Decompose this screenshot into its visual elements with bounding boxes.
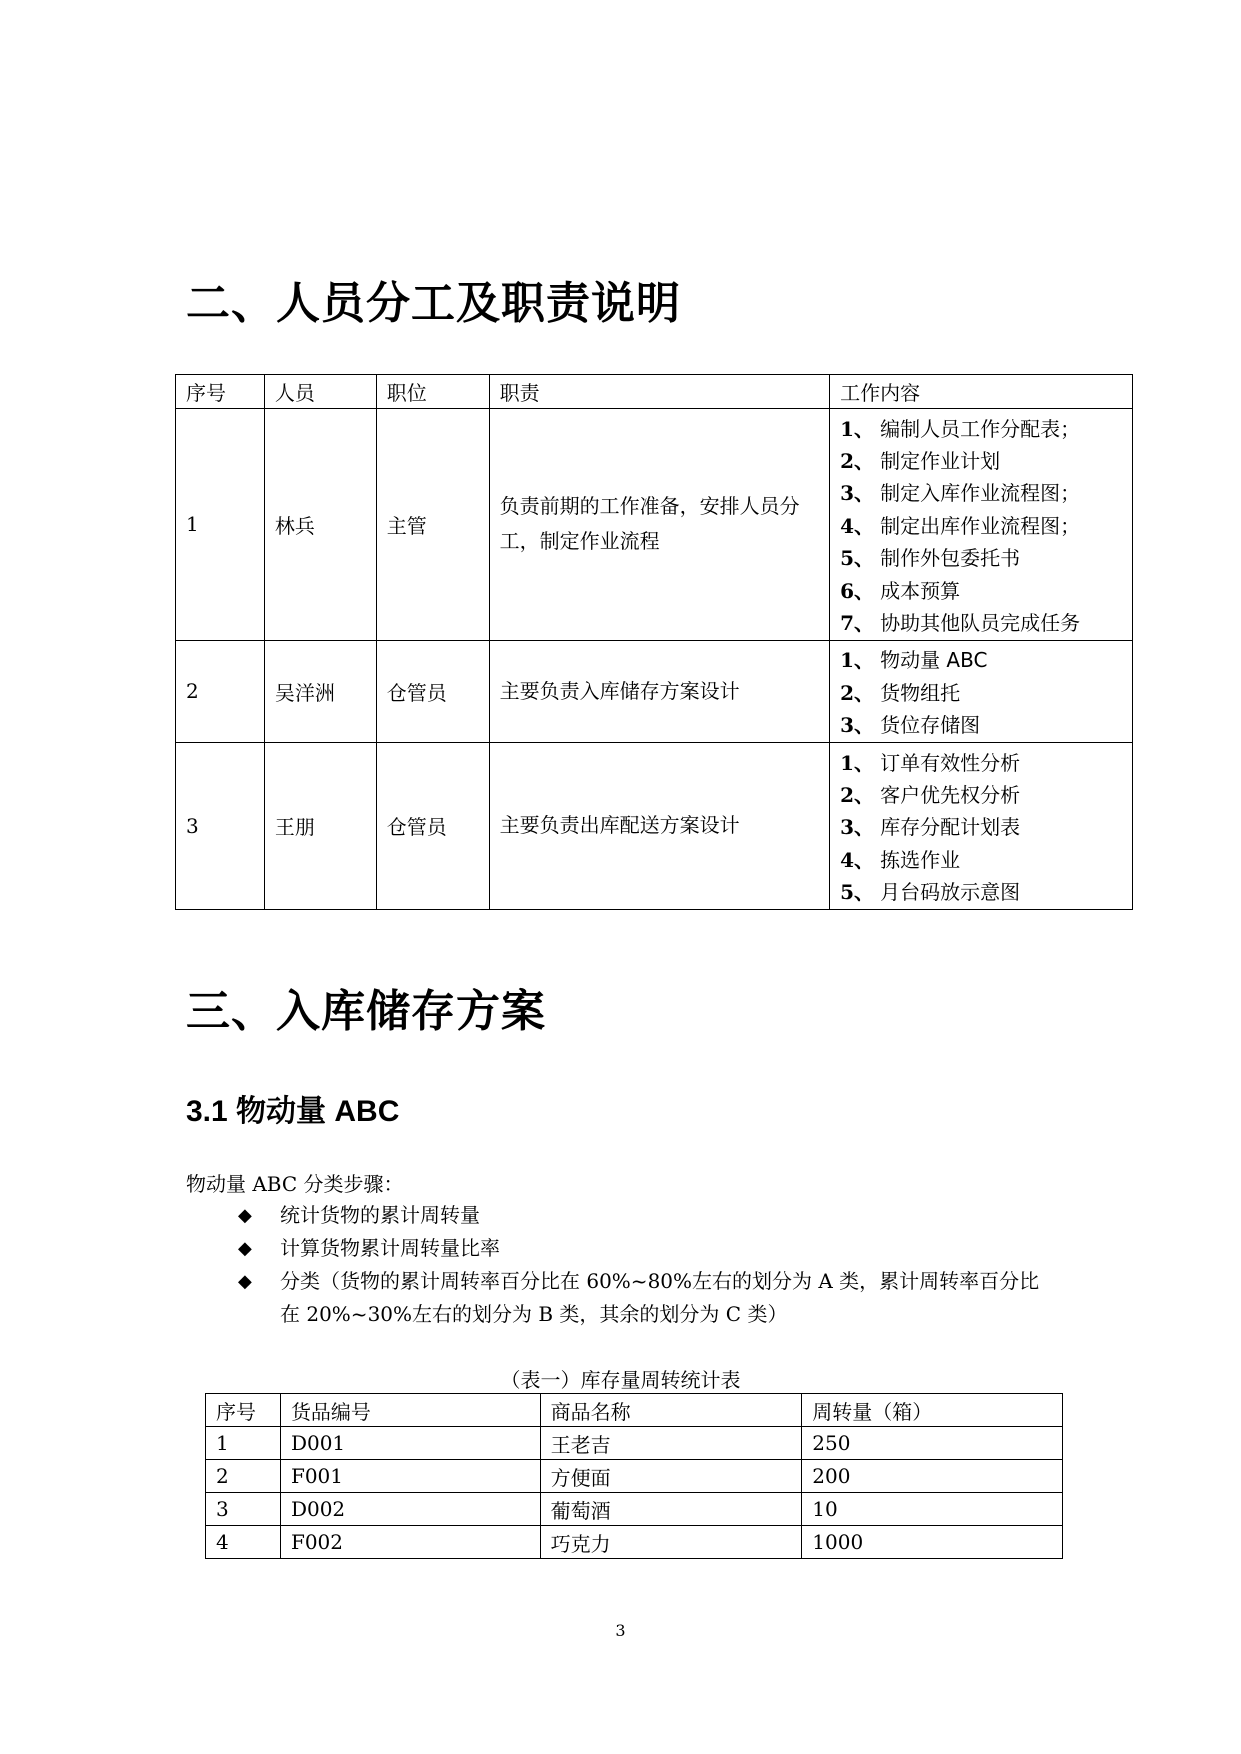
section3-subtitle: 3.1 物动量 ABC — [186, 1095, 400, 1128]
person-cell: 林兵 — [264, 409, 376, 641]
table-header-row — [176, 375, 1133, 409]
work-item-number: 1、 — [840, 648, 874, 673]
list-item — [238, 1232, 1058, 1265]
work-item-number: 4、 — [840, 847, 874, 872]
list-item — [238, 1199, 1058, 1232]
table-row — [176, 640, 1133, 742]
work-item-text: 编制人员工作分配表； — [880, 416, 1081, 441]
abc-intro-text: 物动量 ABC 分类步骤： — [186, 1172, 404, 1196]
col-header-position: 职位 — [376, 375, 489, 409]
work-item-text: 订单有效性分析 — [880, 750, 1021, 775]
work-item-text: 月台码放示意图 — [880, 880, 1021, 905]
list-item-text: 计算货物累计周转量比率 — [280, 1236, 500, 1260]
work-item-text: 客户优先权分析 — [880, 782, 1021, 807]
table-row — [206, 1427, 1063, 1460]
work-item-number: 6、 — [840, 578, 874, 603]
table-row — [206, 1460, 1063, 1493]
list-item — [238, 1265, 1058, 1331]
row-number-cell: 3 — [176, 742, 265, 909]
row-number-cell: 2 — [206, 1460, 281, 1493]
work-item — [840, 745, 1122, 777]
col-header-work: 工作内容 — [830, 375, 1133, 409]
item-code-cell: F002 — [280, 1526, 540, 1559]
person-cell: 吴洋洲 — [264, 640, 376, 742]
work-item — [840, 476, 1122, 508]
work-item — [840, 643, 1122, 675]
section3-title: 三、入库储存方案 — [186, 986, 546, 1037]
position-cell: 主管 — [376, 409, 489, 641]
work-item — [840, 541, 1122, 573]
work-item — [840, 411, 1122, 443]
table-row — [206, 1493, 1063, 1526]
turnover-cell: 200 — [802, 1460, 1063, 1493]
product-name-cell: 方便面 — [540, 1460, 802, 1493]
work-item — [840, 842, 1122, 874]
section2-title: 二、人员分工及职责说明 — [186, 278, 681, 329]
turnover-cell: 1000 — [802, 1526, 1063, 1559]
work-item-text: 制定入库作业流程图； — [880, 481, 1081, 506]
item-code-cell: D002 — [280, 1493, 540, 1526]
work-item — [840, 443, 1122, 475]
row-number-cell: 2 — [176, 640, 265, 742]
work-content-cell — [830, 742, 1133, 909]
row-number-cell: 1 — [176, 409, 265, 641]
work-item — [840, 675, 1122, 707]
work-item-number: 2、 — [840, 449, 874, 474]
row-number-cell: 1 — [206, 1427, 281, 1460]
work-item-text: 货物组托 — [880, 680, 961, 705]
table-header-row — [206, 1394, 1063, 1427]
work-item-text: 制作外包委托书 — [880, 546, 1021, 571]
work-item — [840, 605, 1122, 637]
row-number-cell: 4 — [206, 1526, 281, 1559]
work-item-number: 4、 — [840, 513, 874, 538]
diamond-bullet-icon: ◆ — [238, 1271, 252, 1292]
col-header-turnover: 周转量（箱） — [802, 1394, 1063, 1427]
work-item-text: 制定作业计划 — [880, 449, 1001, 474]
work-item-text: 拣选作业 — [880, 847, 961, 872]
work-item-number: 5、 — [840, 880, 874, 905]
work-item-number: 7、 — [840, 611, 874, 636]
table-row — [176, 742, 1133, 909]
table-caption: （表一）库存量周转统计表 — [500, 1368, 741, 1392]
col-header-person: 人员 — [264, 375, 376, 409]
row-number-cell: 3 — [206, 1493, 281, 1526]
work-item — [840, 573, 1122, 605]
position-cell: 仓管员 — [376, 742, 489, 909]
turnover-cell: 250 — [802, 1427, 1063, 1460]
item-code-cell: F001 — [280, 1460, 540, 1493]
work-item — [840, 874, 1122, 906]
product-name-cell: 王老吉 — [540, 1427, 802, 1460]
work-item-number: 1、 — [840, 416, 874, 441]
diamond-bullet-icon: ◆ — [238, 1238, 252, 1259]
table-row — [206, 1526, 1063, 1559]
abc-steps-list — [238, 1199, 1058, 1331]
page-number: 3 — [615, 1621, 626, 1640]
table-row — [176, 409, 1133, 641]
person-cell: 王朋 — [264, 742, 376, 909]
list-item-text: 分类（货物的累计周转率百分比在 60%~80%左右的划分为 A 类，累计周转率百分比在 20%~30%左右的划分为 B 类，其余的划分为 C 类） — [280, 1269, 1040, 1326]
work-item-number: 2、 — [840, 680, 874, 705]
work-item-number: 5、 — [840, 546, 874, 571]
turnover-cell: 10 — [802, 1493, 1063, 1526]
col-header-no: 序号 — [206, 1394, 281, 1427]
duty-cell: 主要负责出库配送方案设计 — [489, 742, 829, 909]
work-item-number: 1、 — [840, 750, 874, 775]
work-content-cell — [830, 409, 1133, 641]
diamond-bullet-icon: ◆ — [238, 1205, 252, 1226]
work-item-text: 成本预算 — [880, 578, 961, 603]
work-item-text: 协助其他队员完成任务 — [880, 611, 1081, 636]
duty-cell: 主要负责入库储存方案设计 — [489, 640, 829, 742]
work-item-number: 3、 — [840, 481, 874, 506]
position-cell: 仓管员 — [376, 640, 489, 742]
duty-cell: 负责前期的工作准备，安排人员分工，制定作业流程 — [489, 409, 829, 641]
col-header-item-code: 货品编号 — [280, 1394, 540, 1427]
work-item-text: 货位存储图 — [880, 713, 981, 738]
col-header-duty: 职责 — [489, 375, 829, 409]
work-item-number: 2、 — [840, 782, 874, 807]
stock-turnover-table — [205, 1393, 1063, 1559]
work-item-number: 3、 — [840, 815, 874, 840]
work-item — [840, 708, 1122, 740]
work-item — [840, 508, 1122, 540]
col-header-product-name: 商品名称 — [540, 1394, 802, 1427]
work-content-cell — [830, 640, 1133, 742]
work-item-number: 3、 — [840, 713, 874, 738]
item-code-cell: D001 — [280, 1427, 540, 1460]
work-item — [840, 810, 1122, 842]
product-name-cell: 葡萄酒 — [540, 1493, 802, 1526]
work-item-text: 库存分配计划表 — [880, 815, 1021, 840]
work-item — [840, 777, 1122, 809]
staff-duty-table — [175, 374, 1133, 910]
work-item-text: 物动量 ABC — [880, 648, 988, 673]
list-item-text: 统计货物的累计周转量 — [280, 1203, 480, 1227]
work-item-text: 制定出库作业流程图； — [880, 513, 1081, 538]
col-header-no: 序号 — [176, 375, 265, 409]
product-name-cell: 巧克力 — [540, 1526, 802, 1559]
